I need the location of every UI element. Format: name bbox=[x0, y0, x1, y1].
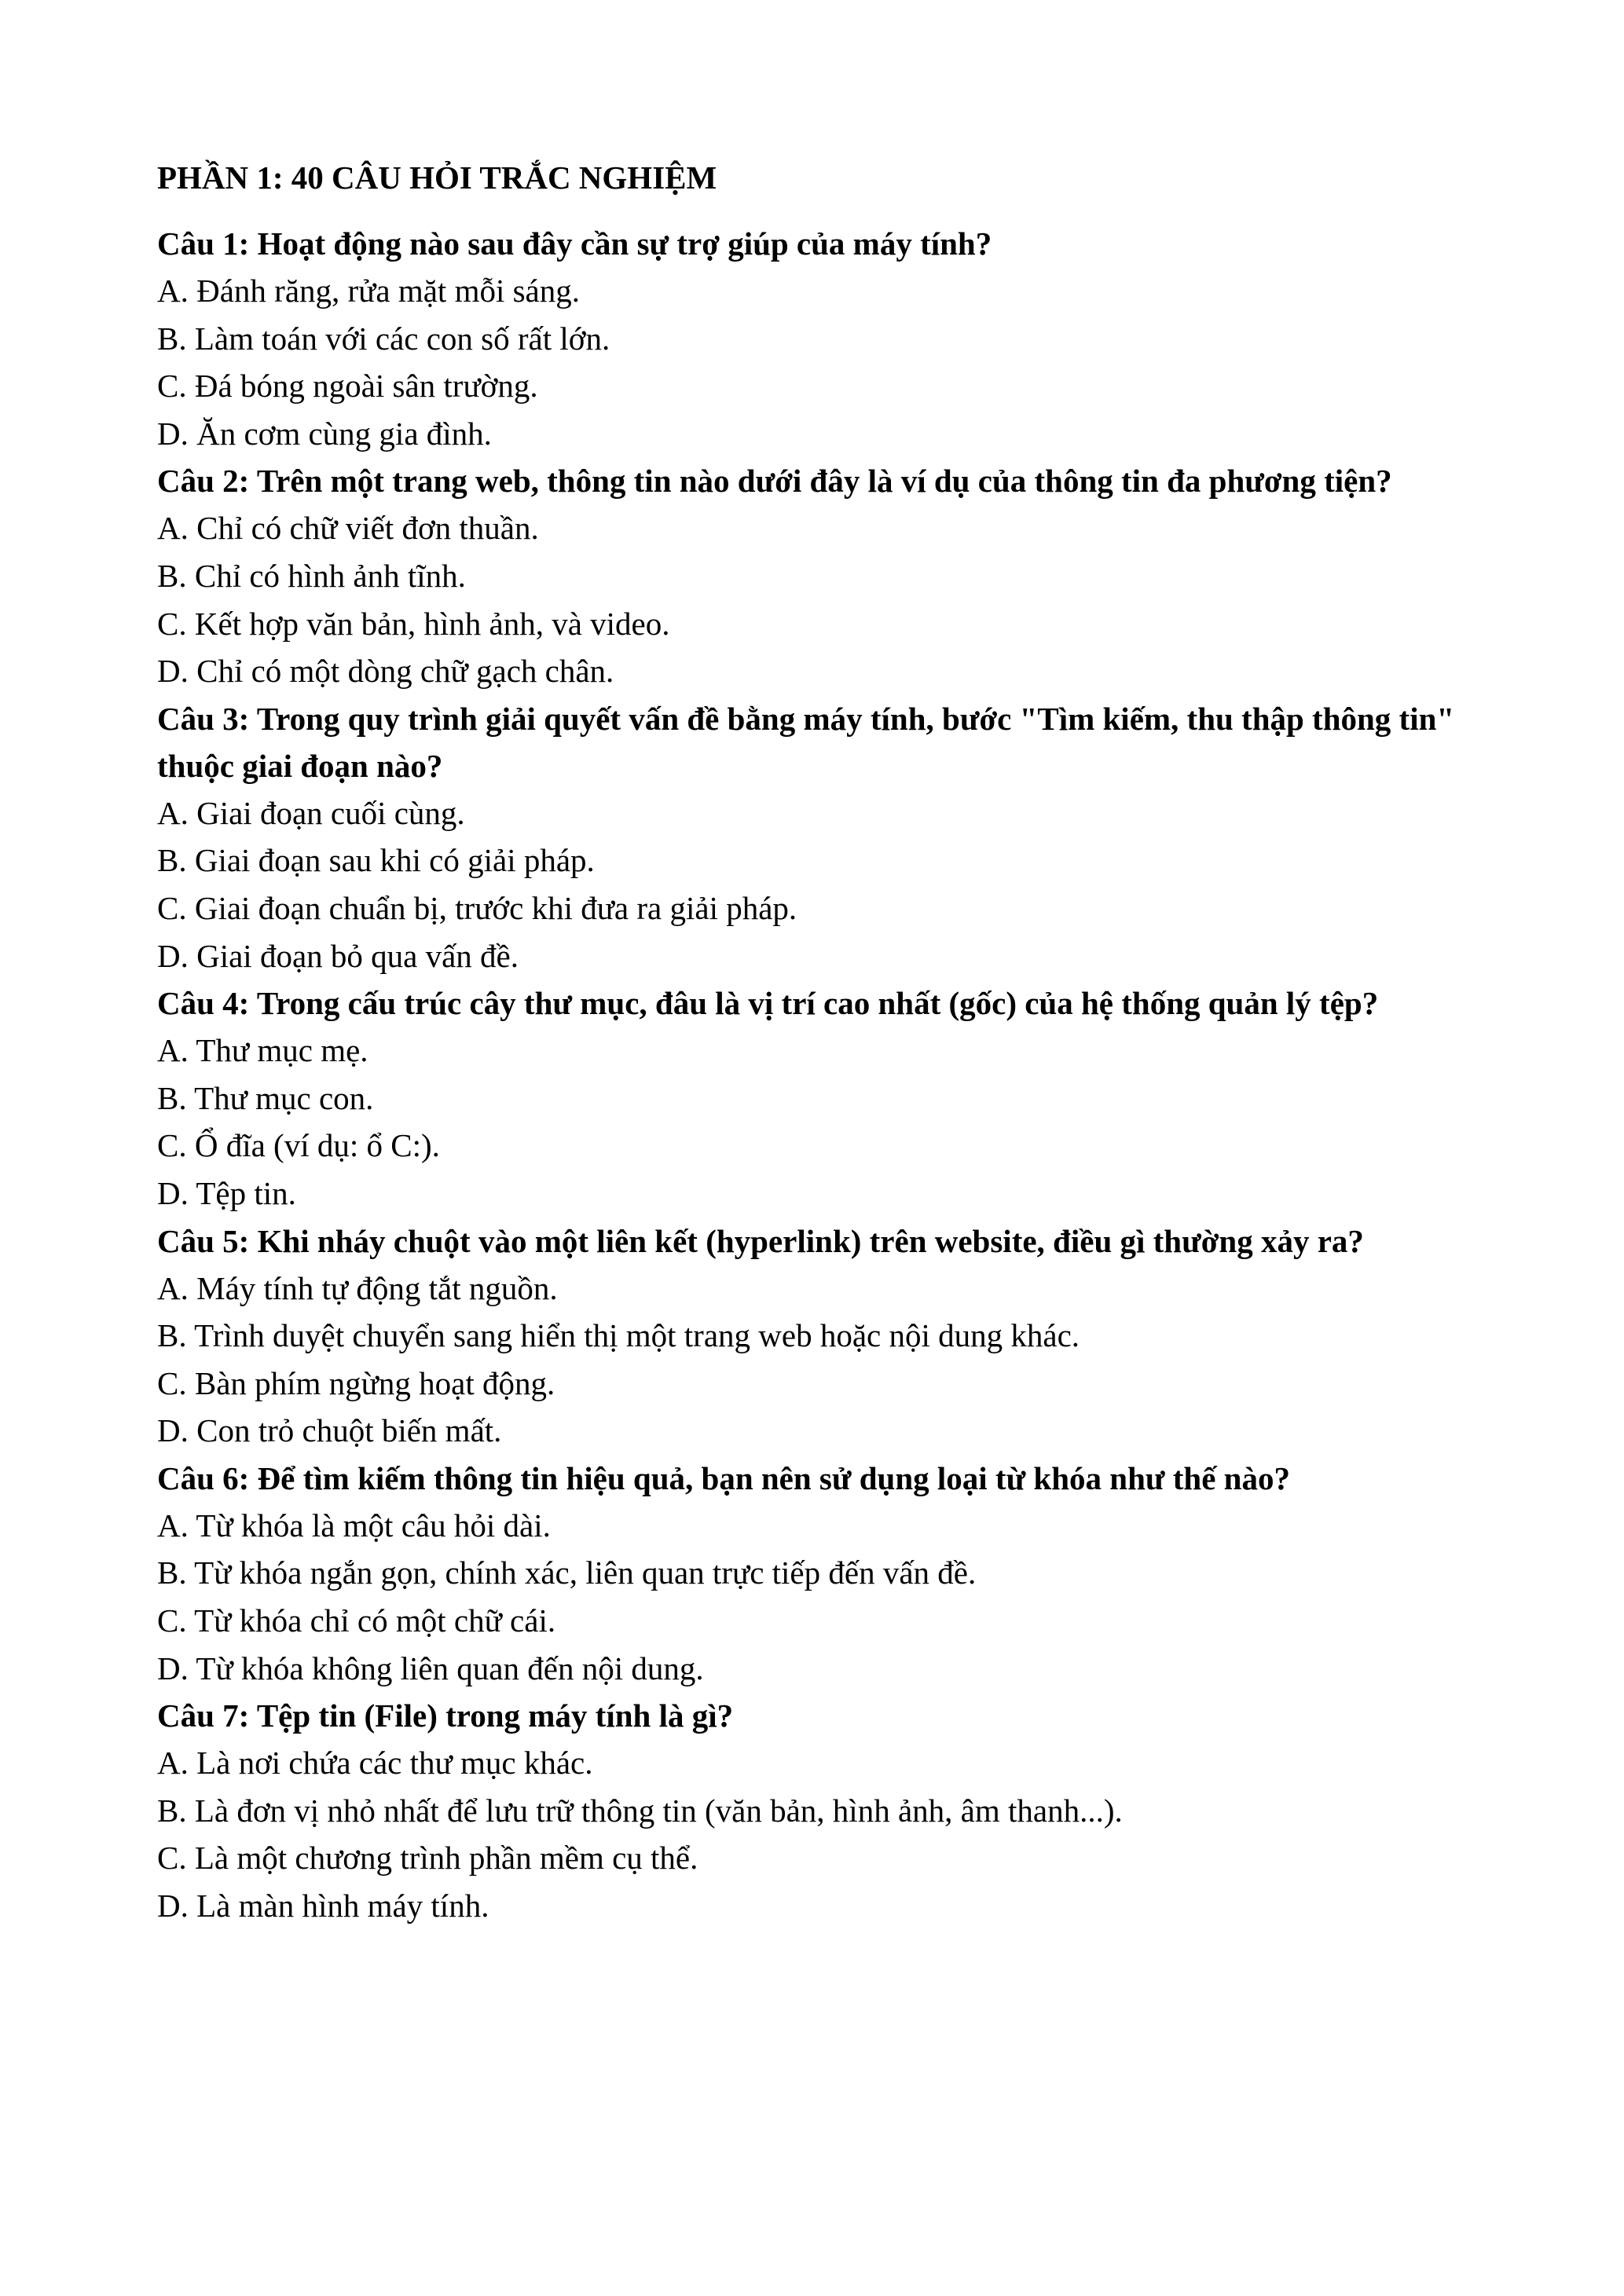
option-a: A. Máy tính tự động tắt nguồn. bbox=[157, 1269, 558, 1306]
option-d: D. Từ khóa không liên quan đến nội dung. bbox=[157, 1650, 704, 1686]
option-list bbox=[157, 789, 1493, 980]
option-a: A. Từ khóa là một câu hỏi dài. bbox=[157, 1507, 551, 1543]
question-text: Câu 6: Để tìm kiếm thông tin hiệu quả, bạn nên sử dụng loại từ khóa như thế nào? bbox=[157, 1459, 1290, 1496]
option-d: D. Con trỏ chuột biến mất. bbox=[157, 1412, 502, 1449]
option-b: B. Thư mục con. bbox=[157, 1079, 374, 1116]
option-c: C. Ổ đĩa (ví dụ: ổ C:). bbox=[157, 1127, 440, 1164]
question-4 bbox=[157, 980, 1493, 1217]
option-list bbox=[157, 504, 1493, 694]
option-c: C. Là một chương trình phần mềm cụ thể. bbox=[157, 1840, 698, 1877]
option-d: D. Giai đoạn bỏ qua vấn đề. bbox=[157, 937, 519, 974]
question-text: Câu 7: Tệp tin (File) trong máy tính là gì? bbox=[157, 1697, 734, 1734]
question-text: Câu 1: Hoạt động nào sau đây cần sự trợ giúp của máy tính? bbox=[157, 225, 992, 262]
option-a: A. Thư mục mẹ. bbox=[157, 1032, 368, 1069]
question-text: Câu 4: Trong cấu trúc cây thư mục, đâu là vị trí cao nhất (gốc) của hệ thống quản lý tệp? bbox=[157, 985, 1379, 1022]
option-c: C. Bàn phím ngừng hoạt động. bbox=[157, 1364, 555, 1401]
question-5 bbox=[157, 1218, 1493, 1455]
option-list bbox=[157, 267, 1493, 457]
question-text: Câu 3: Trong quy trình giải quyết vấn đề bằng máy tính, bước "Tìm kiếm, thu thập thông tin" thuộc giai đoạn nào? bbox=[157, 700, 1455, 784]
option-c: C. Từ khóa chỉ có một chữ cái. bbox=[157, 1602, 556, 1639]
option-a: A. Giai đoạn cuối cùng. bbox=[157, 794, 465, 831]
question-1 bbox=[157, 220, 1493, 457]
option-a: A. Chỉ có chữ viết đơn thuần. bbox=[157, 510, 539, 547]
option-b: B. Trình duyệt chuyển sang hiển thị một trang web hoặc nội dung khác. bbox=[157, 1317, 1080, 1354]
question-2 bbox=[157, 457, 1493, 694]
option-c: C. Kết hợp văn bản, hình ảnh, và video. bbox=[157, 605, 670, 642]
option-list bbox=[157, 1502, 1493, 1692]
option-list bbox=[157, 1739, 1493, 1929]
section-title: PHẦN 1: 40 CÂU HỎI TRẮC NGHIỆM bbox=[157, 159, 717, 196]
option-b: B. Từ khóa ngắn gọn, chính xác, liên quan trực tiếp đến vấn đề. bbox=[157, 1554, 977, 1591]
question-6 bbox=[157, 1455, 1493, 1692]
option-b: B. Chỉ có hình ảnh tĩnh. bbox=[157, 557, 466, 594]
option-c: C. Giai đoạn chuẩn bị, trước khi đưa ra giải pháp. bbox=[157, 889, 797, 926]
option-list bbox=[157, 1027, 1493, 1217]
option-a: A. Đánh răng, rửa mặt mỗi sáng. bbox=[157, 273, 581, 309]
option-c: C. Đá bóng ngoài sân trường. bbox=[157, 368, 538, 405]
document-content bbox=[157, 154, 1493, 1930]
question-3 bbox=[157, 695, 1493, 980]
question-7 bbox=[157, 1692, 1493, 1929]
option-b: B. Giai đoạn sau khi có giải pháp. bbox=[157, 842, 595, 879]
option-b: B. Làm toán với các con số rất lớn. bbox=[157, 320, 610, 357]
option-d: D. Là màn hình máy tính. bbox=[157, 1888, 489, 1924]
option-b: B. Là đơn vị nhỏ nhất để lưu trữ thông tin (văn bản, hình ảnh, âm thanh...). bbox=[157, 1792, 1123, 1829]
question-text: Câu 5: Khi nháy chuột vào một liên kết (hyperlink) trên website, điều gì thường xảy ra? bbox=[157, 1222, 1364, 1259]
question-text: Câu 2: Trên một trang web, thông tin nào dưới đây là ví dụ của thông tin đa phương tiện? bbox=[157, 463, 1392, 500]
option-d: D. Tệp tin. bbox=[157, 1174, 296, 1211]
option-d: D. Chỉ có một dòng chữ gạch chân. bbox=[157, 653, 614, 690]
option-d: D. Ăn cơm cùng gia đình. bbox=[157, 415, 492, 452]
option-list bbox=[157, 1265, 1493, 1455]
option-a: A. Là nơi chứa các thư mục khác. bbox=[157, 1745, 593, 1782]
